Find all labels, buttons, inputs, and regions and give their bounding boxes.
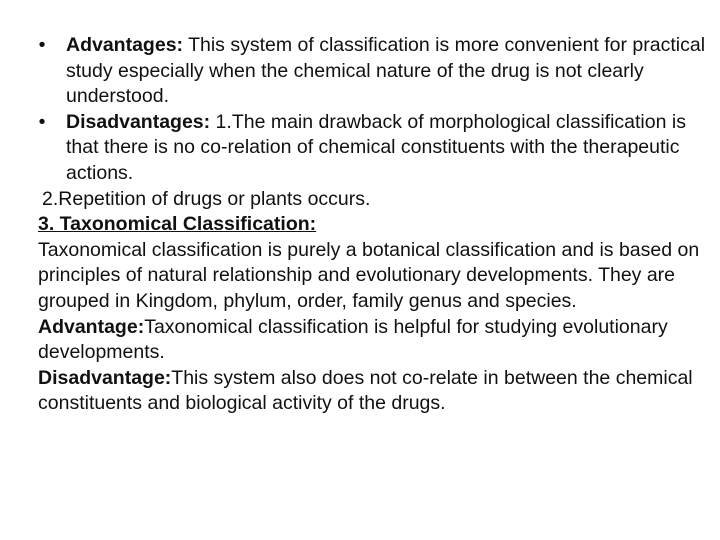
bullet-icon: •: [38, 34, 46, 56]
advantage-paragraph: [38, 315, 706, 366]
advantages-text: This system of classification is more convenient for practical study especially when the chemical nature of the drug is not clearly understood.: [66, 34, 706, 108]
bullet-icon: •: [38, 110, 46, 133]
advantages-bullet: [38, 33, 706, 110]
advantage-text: Taxonomical classification is helpful for studying evolutionary developments.: [38, 315, 668, 364]
disadvantage-text: This system also does not co-relate in between the chemical constituents and biological activity of the drugs.: [38, 366, 693, 415]
advantage-label: Advantage:: [38, 315, 145, 338]
disadvantages-bullet: [38, 110, 706, 187]
disadvantage-label: Disadvantage:: [38, 366, 172, 389]
slide-content: [38, 33, 706, 417]
advantages-label: Advantages:: [66, 34, 184, 56]
disadvantages-text: 1.The main drawback of morphological classification is that there is no co-relation of chemical constituents with the therapeutic actions.: [66, 110, 686, 184]
disadvantages-label: Disadvantages:: [66, 110, 211, 133]
disadvantage-paragraph: [38, 366, 706, 417]
section-heading: 3. Taxonomical Classification:: [38, 213, 317, 236]
repetition-line: 2.Repetition of drugs or plants occurs.: [42, 187, 371, 210]
section-body: Taxonomical classification is purely a botanical classification and is based on principles of natural relationship and evolutionary developments. They are grouped in Kingdom, phylum, order, family genus and species.: [38, 238, 700, 312]
